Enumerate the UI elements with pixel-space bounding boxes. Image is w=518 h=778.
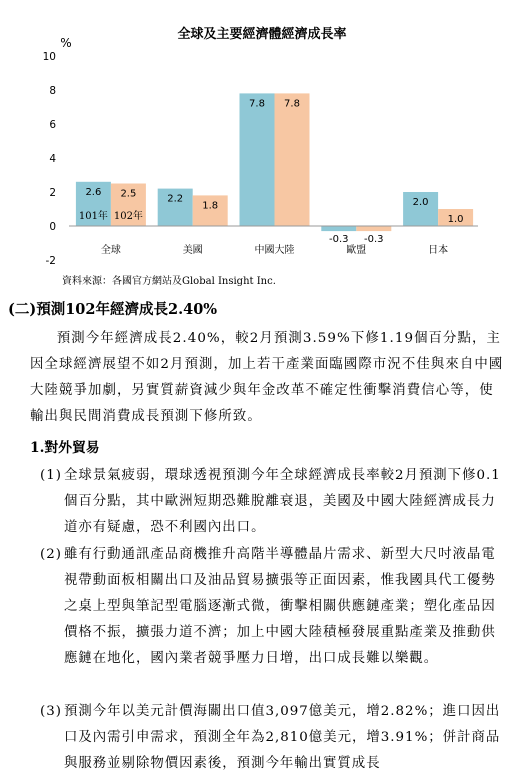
list-item-number: (3) <box>40 704 62 719</box>
bar-value-label: 2.5 <box>120 188 137 200</box>
y-tick-label: -2 <box>45 255 56 267</box>
list-item <box>40 463 502 541</box>
section-title: (二)預測102年經濟成長2.40% <box>8 301 218 318</box>
y-tick-label: 8 <box>49 85 56 97</box>
legend-label: 101年 <box>78 211 108 222</box>
list-item-text: 雖有行動通訊產品商機推升高階半導體晶片需求、新型大尺吋液晶電視帶動面板相關出口及油品貿易擴張等正面因素，惟我國具代工優勢之桌上型與筆記型電腦逐漸式微，衝擊相關供應鏈產業；塑化產品因價格不振，擴張力道不濟；加上中國大陸積極發展重點產業及推動供應鏈在地化，國內業者競爭壓力日增，出口成長難以樂觀。 <box>64 547 496 666</box>
bar-series2 <box>275 93 310 226</box>
x-category-label: 美國 <box>182 245 203 256</box>
y-tick-label: 2 <box>49 187 56 199</box>
y-tick-label: 6 <box>49 119 56 131</box>
x-category-label: 中國大陸 <box>254 245 295 256</box>
x-category-label: 歐盟 <box>346 245 367 256</box>
legend-label: 102年 <box>113 211 143 222</box>
bar-value-label: 2.0 <box>412 197 429 208</box>
bar-value-label: 7.8 <box>249 98 265 110</box>
y-tick-label: 10 <box>42 51 56 63</box>
bar-value-label: -0.3 <box>329 234 349 246</box>
y-tick-label: 4 <box>49 153 56 165</box>
bar-series1 <box>240 93 275 226</box>
x-category-label: 日本 <box>428 245 449 256</box>
list-item <box>40 542 502 672</box>
bar-value-label: 1.0 <box>447 214 464 225</box>
bar-value-label: -0.3 <box>364 234 384 246</box>
list-item-number: (1) <box>40 468 62 483</box>
chart-title: 全球及主要經濟體經濟成長率 <box>177 27 347 42</box>
y-axis-unit: % <box>60 36 72 50</box>
bar-value-label: 7.8 <box>284 98 300 110</box>
section-paragraph: 預測今年經濟成長2.40%，較2月預測3.59%下修1.19個百分點，主因全球經濟展望不如2月預測，加上若干產業面臨國際市況不佳與來自中國大陸競爭加劇，另實質薪資減少與年金改革不確定性衝擊消費信心等，使輸出與民間消費成長預測下修所致。 <box>30 331 504 424</box>
growth-bar-chart <box>0 0 518 292</box>
chart-source-note: 資料來源：各國官方網站及Global Insight Inc. <box>62 276 276 287</box>
x-category-label: 全球 <box>100 245 121 256</box>
y-tick-label: 0 <box>49 221 56 233</box>
list-item <box>40 699 502 777</box>
subsection-title: 1.對外貿易 <box>30 440 100 456</box>
list-item-text: 預測今年以美元計價海關出口值3,097億美元，增2.82%；進口因出口及內需引申需求，預測全年為2,810億美元，增3.91%；併計商品與服務並剔除物價因素後，預測今年輸出實質成長 <box>64 704 501 771</box>
bar-series2 <box>356 226 391 231</box>
bar-value-label: 2.2 <box>167 193 184 205</box>
bar-value-label: 2.6 <box>85 186 102 198</box>
list-item-text: 全球景氣疲弱，環球透視預測今年全球經濟成長率較2月預測下修0.1個百分點，其中歐洲短期恐難脫離衰退，美國及中國大陸經濟成長力道亦有疑慮，恐不利國內出口。 <box>64 468 501 535</box>
bar-series1 <box>321 226 356 231</box>
bar-value-label: 1.8 <box>202 200 219 212</box>
list-item-number: (2) <box>40 547 62 562</box>
